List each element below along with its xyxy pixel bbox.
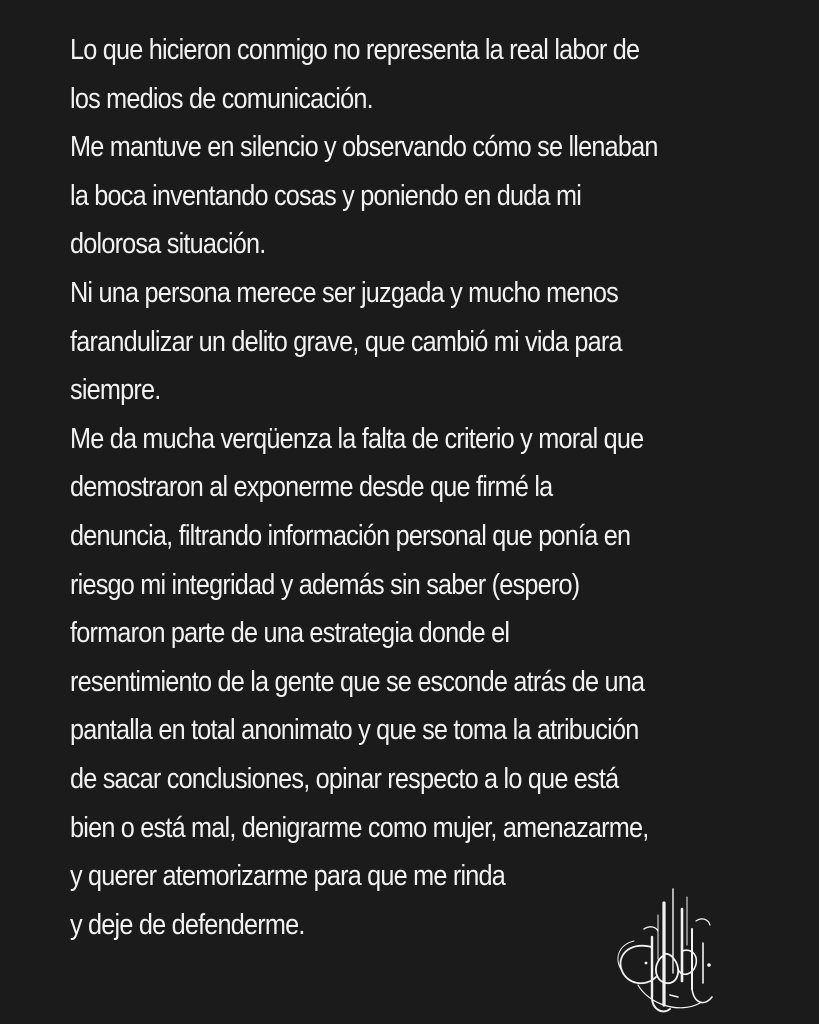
statement-line: Lo que hicieron conmigo no representa la real labor de xyxy=(70,34,640,66)
statement-line: los medios de comunicación. xyxy=(70,82,373,115)
statement-line: denuncia, filtrando información personal que ponía en xyxy=(70,519,631,552)
statement-line: de sacar conclusiones, opinar respecto a lo que está xyxy=(70,762,619,795)
statement-line: demostraron al exponerme desde que firmé la xyxy=(70,471,553,504)
calligraphic-signature-logo-icon xyxy=(608,885,720,1020)
statement-line: resentimiento de la gente que se esconde atrás de una xyxy=(70,665,645,698)
statement-line: dolorosa situación. xyxy=(70,228,266,261)
statement-line: bien o está mal, denigrarme como mujer, amenazarme, xyxy=(70,811,649,844)
statement-line: formaron parte de una estrategia donde el xyxy=(70,617,510,650)
statement-line: Ni una persona merece ser juzgada y mucho menos xyxy=(70,276,619,309)
statement-line: farandulizar un delito grave, que cambió mi vida para xyxy=(70,325,622,358)
statement-line: y querer atemorizarme para que me rinda xyxy=(70,860,506,893)
statement-line: riesgo mi integridad y además sin saber (espero) xyxy=(70,568,580,601)
statement-line: la boca inventando cosas y poniendo en duda mi xyxy=(70,179,582,212)
statement-line: pantalla en total anonimato y que se toma la atribución xyxy=(70,714,639,747)
statement-line: siempre. xyxy=(70,374,161,407)
statement-line: y deje de defenderme. xyxy=(70,908,305,941)
statement-line: Me mantuve en silencio y observando cómo se llenaban xyxy=(70,131,658,164)
statement-text xyxy=(70,26,770,949)
statement-line: Me da mucha verqüenza la falta de criterio y moral que xyxy=(70,422,644,455)
